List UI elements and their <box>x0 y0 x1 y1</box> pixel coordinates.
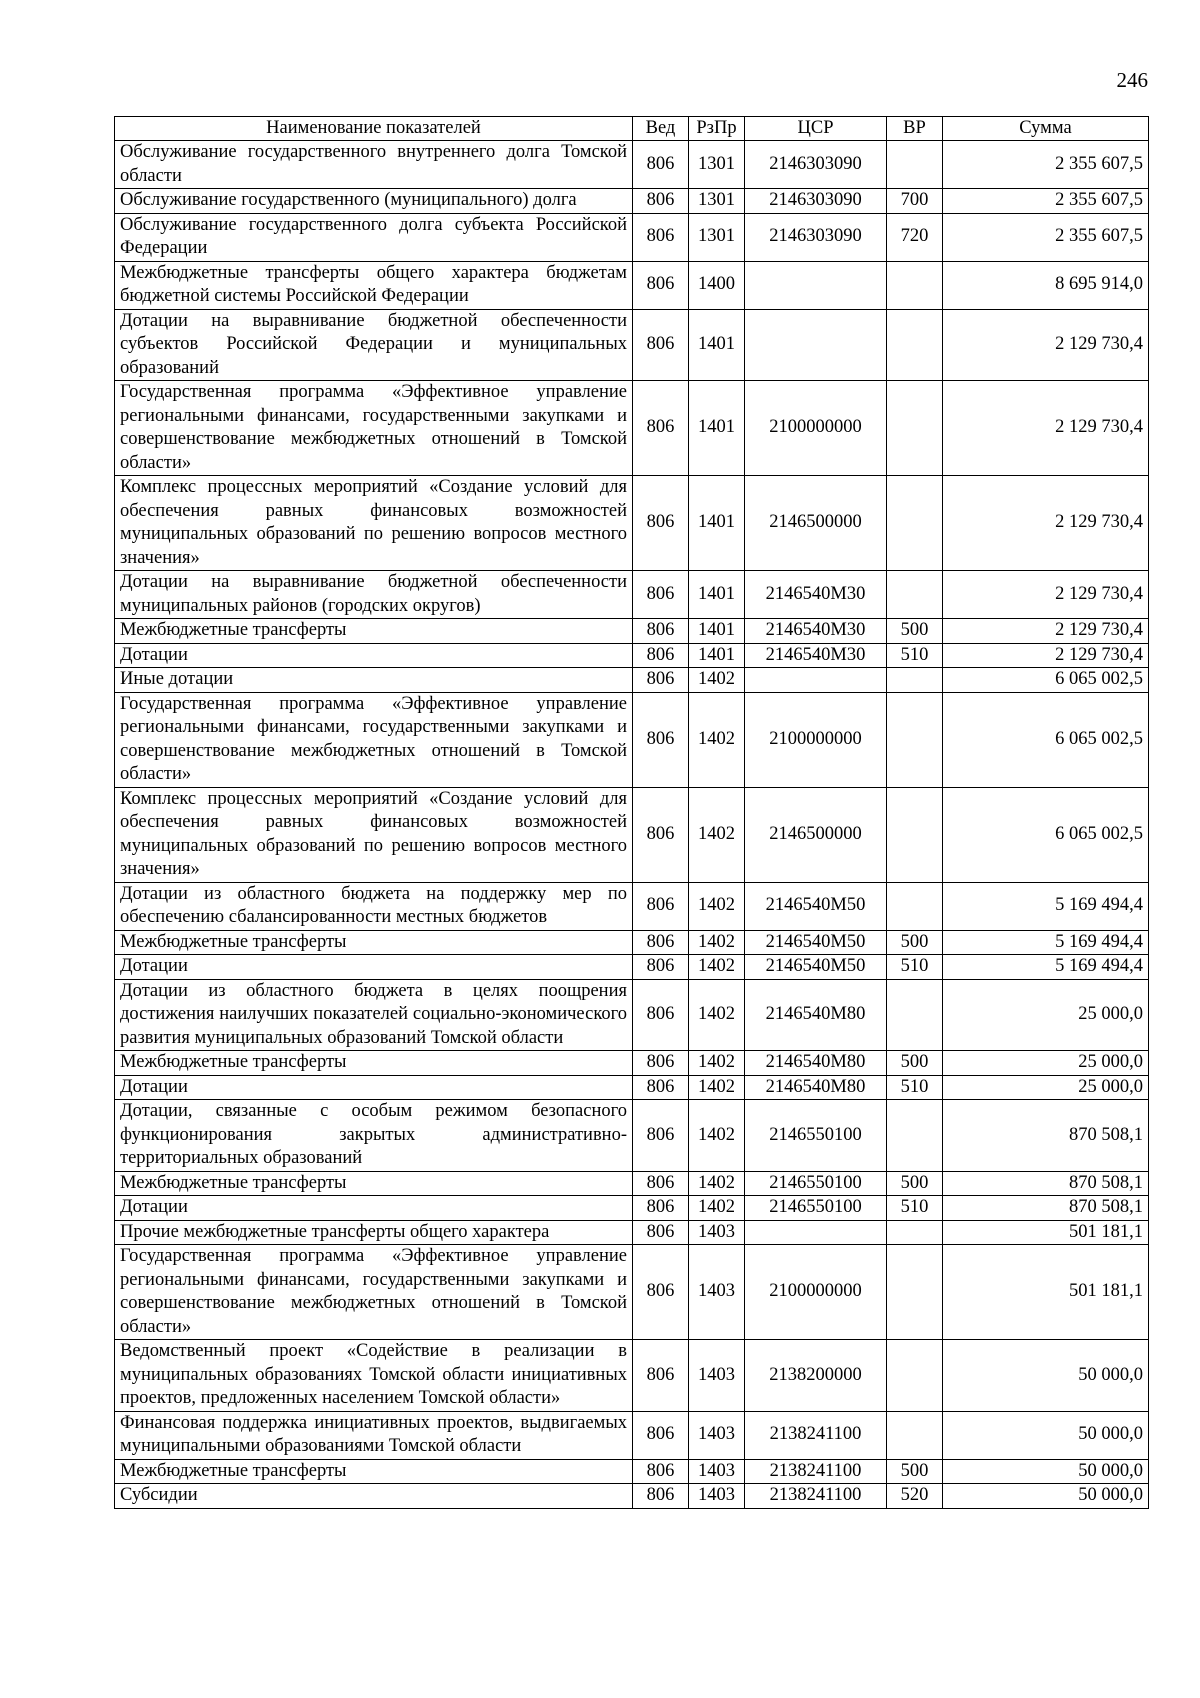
row-sum-cell: 501 181,1 <box>943 1220 1149 1245</box>
row-vr-cell: 500 <box>887 619 943 644</box>
table-row <box>115 668 1149 693</box>
table-row <box>115 643 1149 668</box>
row-sum-cell: 6 065 002,5 <box>943 692 1149 787</box>
row-csr-cell: 2146550100 <box>745 1100 887 1172</box>
column-header-rzpr: РзПр <box>689 117 745 141</box>
row-name-cell: Ведомственный проект «Содействие в реализации в муниципальных образованиях Томской области инициативных проектов, предложенных населением Томской области» <box>115 1340 633 1412</box>
row-name-cell: Государственная программа «Эффективное управление региональными финансами, государственными закупками и совершенствование межбюджетных отношений в Томской области» <box>115 692 633 787</box>
row-name-cell: Дотации <box>115 643 633 668</box>
row-ved-cell: 806 <box>633 979 689 1051</box>
column-header-vr: ВР <box>887 117 943 141</box>
table-row <box>115 1459 1149 1484</box>
row-sum-cell: 501 181,1 <box>943 1245 1149 1340</box>
row-rzpr-cell: 1400 <box>689 261 745 309</box>
row-vr-cell <box>887 1100 943 1172</box>
row-ved-cell: 806 <box>633 668 689 693</box>
row-ved-cell: 806 <box>633 1100 689 1172</box>
row-csr-cell: 2138241100 <box>745 1411 887 1459</box>
table-body <box>115 141 1149 1509</box>
row-csr-cell: 2146540М80 <box>745 1075 887 1100</box>
row-vr-cell <box>887 476 943 571</box>
row-csr-cell <box>745 261 887 309</box>
row-name-cell: Межбюджетные трансферты <box>115 1171 633 1196</box>
row-vr-cell <box>887 787 943 882</box>
table-row <box>115 955 1149 980</box>
table-row <box>115 1484 1149 1509</box>
row-rzpr-cell: 1402 <box>689 668 745 693</box>
table-row <box>115 189 1149 214</box>
row-ved-cell: 806 <box>633 619 689 644</box>
row-name-cell: Дотации на выравнивание бюджетной обеспеченности субъектов Российской Федерации и муниципальных образований <box>115 309 633 381</box>
row-name-cell: Обслуживание государственного долга субъекта Российской Федерации <box>115 213 633 261</box>
row-name-cell: Государственная программа «Эффективное управление региональными финансами, государственными закупками и совершенствование межбюджетных отношений в Томской области» <box>115 1245 633 1340</box>
table-header-row <box>115 117 1149 141</box>
row-csr-cell <box>745 668 887 693</box>
row-vr-cell: 500 <box>887 1051 943 1076</box>
row-sum-cell: 870 508,1 <box>943 1100 1149 1172</box>
row-csr-cell: 2146540М50 <box>745 955 887 980</box>
row-rzpr-cell: 1402 <box>689 930 745 955</box>
row-name-cell: Субсидии <box>115 1484 633 1509</box>
row-rzpr-cell: 1403 <box>689 1340 745 1412</box>
row-sum-cell: 25 000,0 <box>943 1051 1149 1076</box>
row-csr-cell: 2146540М30 <box>745 619 887 644</box>
column-header-ved: Вед <box>633 117 689 141</box>
row-name-cell: Межбюджетные трансферты <box>115 1459 633 1484</box>
row-vr-cell <box>887 381 943 476</box>
row-rzpr-cell: 1402 <box>689 882 745 930</box>
row-name-cell: Дотации <box>115 1196 633 1221</box>
row-sum-cell: 6 065 002,5 <box>943 668 1149 693</box>
row-name-cell: Комплекс процессных мероприятий «Создание условий для обеспечения равных финансовых возможностей муниципальных образований по решению вопросов местного значения» <box>115 476 633 571</box>
row-rzpr-cell: 1403 <box>689 1220 745 1245</box>
table-row <box>115 1171 1149 1196</box>
row-vr-cell <box>887 882 943 930</box>
row-ved-cell: 806 <box>633 882 689 930</box>
row-csr-cell: 2146500000 <box>745 476 887 571</box>
row-rzpr-cell: 1401 <box>689 619 745 644</box>
row-rzpr-cell: 1402 <box>689 787 745 882</box>
row-vr-cell: 500 <box>887 1459 943 1484</box>
row-sum-cell: 5 169 494,4 <box>943 955 1149 980</box>
row-rzpr-cell: 1301 <box>689 141 745 189</box>
row-ved-cell: 806 <box>633 381 689 476</box>
row-name-cell: Обслуживание государственного внутреннего долга Томской области <box>115 141 633 189</box>
table-row <box>115 1411 1149 1459</box>
row-rzpr-cell: 1402 <box>689 1100 745 1172</box>
row-rzpr-cell: 1401 <box>689 381 745 476</box>
row-sum-cell: 6 065 002,5 <box>943 787 1149 882</box>
table-row <box>115 213 1149 261</box>
row-sum-cell: 5 169 494,4 <box>943 930 1149 955</box>
row-csr-cell: 2146303090 <box>745 213 887 261</box>
table-row <box>115 692 1149 787</box>
table-row <box>115 1100 1149 1172</box>
row-rzpr-cell: 1402 <box>689 1196 745 1221</box>
row-sum-cell: 25 000,0 <box>943 979 1149 1051</box>
row-name-cell: Финансовая поддержка инициативных проектов, выдвигаемых муниципальными образованиями Томской области <box>115 1411 633 1459</box>
table-row <box>115 619 1149 644</box>
row-sum-cell: 2 129 730,4 <box>943 476 1149 571</box>
row-rzpr-cell: 1402 <box>689 1051 745 1076</box>
row-csr-cell: 2100000000 <box>745 692 887 787</box>
row-ved-cell: 806 <box>633 643 689 668</box>
row-csr-cell <box>745 309 887 381</box>
row-name-cell: Дотации из областного бюджета на поддержку мер по обеспечению сбалансированности местных бюджетов <box>115 882 633 930</box>
row-rzpr-cell: 1402 <box>689 979 745 1051</box>
row-sum-cell: 2 129 730,4 <box>943 381 1149 476</box>
row-ved-cell: 806 <box>633 261 689 309</box>
row-ved-cell: 806 <box>633 213 689 261</box>
row-sum-cell: 2 355 607,5 <box>943 213 1149 261</box>
row-vr-cell: 510 <box>887 643 943 668</box>
row-csr-cell: 2146303090 <box>745 189 887 214</box>
column-header-csr: ЦСР <box>745 117 887 141</box>
row-name-cell: Обслуживание государственного (муниципального) долга <box>115 189 633 214</box>
table-row <box>115 1196 1149 1221</box>
row-sum-cell: 2 355 607,5 <box>943 141 1149 189</box>
row-rzpr-cell: 1403 <box>689 1484 745 1509</box>
row-ved-cell: 806 <box>633 787 689 882</box>
table-row <box>115 979 1149 1051</box>
row-name-cell: Дотации <box>115 1075 633 1100</box>
row-vr-cell: 500 <box>887 930 943 955</box>
row-vr-cell <box>887 571 943 619</box>
row-sum-cell: 870 508,1 <box>943 1171 1149 1196</box>
row-vr-cell <box>887 261 943 309</box>
row-rzpr-cell: 1402 <box>689 955 745 980</box>
table-row <box>115 476 1149 571</box>
row-vr-cell <box>887 1411 943 1459</box>
row-ved-cell: 806 <box>633 189 689 214</box>
row-sum-cell: 50 000,0 <box>943 1411 1149 1459</box>
row-vr-cell: 510 <box>887 1196 943 1221</box>
row-vr-cell <box>887 1245 943 1340</box>
row-name-cell: Иные дотации <box>115 668 633 693</box>
row-vr-cell <box>887 979 943 1051</box>
row-rzpr-cell: 1402 <box>689 1075 745 1100</box>
table-row <box>115 787 1149 882</box>
row-sum-cell: 2 129 730,4 <box>943 619 1149 644</box>
row-ved-cell: 806 <box>633 1051 689 1076</box>
row-csr-cell: 2146540М80 <box>745 1051 887 1076</box>
row-name-cell: Дотации, связанные с особым режимом безопасного функционирования закрытых административно-территориальных образований <box>115 1100 633 1172</box>
table-row <box>115 1340 1149 1412</box>
row-csr-cell: 2146540М80 <box>745 979 887 1051</box>
table-row <box>115 930 1149 955</box>
row-csr-cell: 2138200000 <box>745 1340 887 1412</box>
row-csr-cell: 2146550100 <box>745 1171 887 1196</box>
row-rzpr-cell: 1401 <box>689 643 745 668</box>
row-sum-cell: 5 169 494,4 <box>943 882 1149 930</box>
row-name-cell: Дотации на выравнивание бюджетной обеспеченности муниципальных районов (городских округов) <box>115 571 633 619</box>
row-vr-cell <box>887 309 943 381</box>
table-row <box>115 571 1149 619</box>
row-csr-cell: 2146540М50 <box>745 882 887 930</box>
row-rzpr-cell: 1402 <box>689 1171 745 1196</box>
row-ved-cell: 806 <box>633 692 689 787</box>
row-rzpr-cell: 1403 <box>689 1459 745 1484</box>
row-csr-cell: 2146500000 <box>745 787 887 882</box>
row-ved-cell: 806 <box>633 1075 689 1100</box>
table-row <box>115 1051 1149 1076</box>
row-name-cell: Межбюджетные трансферты общего характера бюджетам бюджетной системы Российской Федерации <box>115 261 633 309</box>
row-ved-cell: 806 <box>633 309 689 381</box>
row-ved-cell: 806 <box>633 1196 689 1221</box>
row-ved-cell: 806 <box>633 1459 689 1484</box>
row-csr-cell: 2146540М30 <box>745 571 887 619</box>
row-ved-cell: 806 <box>633 930 689 955</box>
row-ved-cell: 806 <box>633 1171 689 1196</box>
row-sum-cell: 8 695 914,0 <box>943 261 1149 309</box>
row-name-cell: Межбюджетные трансферты <box>115 1051 633 1076</box>
row-sum-cell: 50 000,0 <box>943 1484 1149 1509</box>
table-row <box>115 381 1149 476</box>
row-name-cell: Дотации <box>115 955 633 980</box>
row-name-cell: Межбюджетные трансферты <box>115 619 633 644</box>
row-sum-cell: 50 000,0 <box>943 1340 1149 1412</box>
row-name-cell: Государственная программа «Эффективное управление региональными финансами, государственными закупками и совершенствование межбюджетных отношений в Томской области» <box>115 381 633 476</box>
column-header-sum: Сумма <box>943 117 1149 141</box>
row-csr-cell: 2146540М30 <box>745 643 887 668</box>
row-rzpr-cell: 1401 <box>689 476 745 571</box>
row-csr-cell: 2138241100 <box>745 1484 887 1509</box>
row-vr-cell <box>887 692 943 787</box>
row-name-cell: Комплекс процессных мероприятий «Создание условий для обеспечения равных финансовых возможностей муниципальных образований по решению вопросов местного значения» <box>115 787 633 882</box>
row-rzpr-cell: 1301 <box>689 213 745 261</box>
row-ved-cell: 806 <box>633 1484 689 1509</box>
row-vr-cell <box>887 1220 943 1245</box>
row-vr-cell: 510 <box>887 1075 943 1100</box>
row-ved-cell: 806 <box>633 1245 689 1340</box>
row-sum-cell: 2 355 607,5 <box>943 189 1149 214</box>
row-rzpr-cell: 1401 <box>689 571 745 619</box>
row-vr-cell: 700 <box>887 189 943 214</box>
table-row <box>115 1075 1149 1100</box>
row-sum-cell: 2 129 730,4 <box>943 309 1149 381</box>
row-sum-cell: 2 129 730,4 <box>943 571 1149 619</box>
row-ved-cell: 806 <box>633 955 689 980</box>
table-row <box>115 141 1149 189</box>
page-number: 246 <box>1116 68 1148 92</box>
row-vr-cell: 720 <box>887 213 943 261</box>
row-name-cell: Дотации из областного бюджета в целях поощрения достижения наилучших показателей социально-экономического развития муниципальных образований Томской области <box>115 979 633 1051</box>
row-csr-cell: 2100000000 <box>745 381 887 476</box>
row-sum-cell: 25 000,0 <box>943 1075 1149 1100</box>
row-ved-cell: 806 <box>633 1220 689 1245</box>
row-rzpr-cell: 1401 <box>689 309 745 381</box>
row-vr-cell <box>887 1340 943 1412</box>
row-ved-cell: 806 <box>633 1411 689 1459</box>
row-vr-cell <box>887 668 943 693</box>
row-csr-cell: 2146540М50 <box>745 930 887 955</box>
row-csr-cell: 2100000000 <box>745 1245 887 1340</box>
table-row <box>115 261 1149 309</box>
table-row <box>115 1220 1149 1245</box>
row-vr-cell: 520 <box>887 1484 943 1509</box>
row-csr-cell: 2146303090 <box>745 141 887 189</box>
row-rzpr-cell: 1403 <box>689 1411 745 1459</box>
table-row <box>115 1245 1149 1340</box>
row-csr-cell <box>745 1220 887 1245</box>
row-sum-cell: 50 000,0 <box>943 1459 1149 1484</box>
budget-table <box>114 116 1149 1509</box>
row-vr-cell: 510 <box>887 955 943 980</box>
row-sum-cell: 870 508,1 <box>943 1196 1149 1221</box>
row-ved-cell: 806 <box>633 141 689 189</box>
row-rzpr-cell: 1403 <box>689 1245 745 1340</box>
row-sum-cell: 2 129 730,4 <box>943 643 1149 668</box>
table-row <box>115 882 1149 930</box>
row-ved-cell: 806 <box>633 571 689 619</box>
table-row <box>115 309 1149 381</box>
row-name-cell: Прочие межбюджетные трансферты общего характера <box>115 1220 633 1245</box>
row-vr-cell: 500 <box>887 1171 943 1196</box>
row-csr-cell: 2146550100 <box>745 1196 887 1221</box>
row-csr-cell: 2138241100 <box>745 1459 887 1484</box>
row-ved-cell: 806 <box>633 476 689 571</box>
row-ved-cell: 806 <box>633 1340 689 1412</box>
row-vr-cell <box>887 141 943 189</box>
row-rzpr-cell: 1301 <box>689 189 745 214</box>
row-name-cell: Межбюджетные трансферты <box>115 930 633 955</box>
row-rzpr-cell: 1402 <box>689 692 745 787</box>
column-header-name: Наименование показателей <box>115 117 633 141</box>
